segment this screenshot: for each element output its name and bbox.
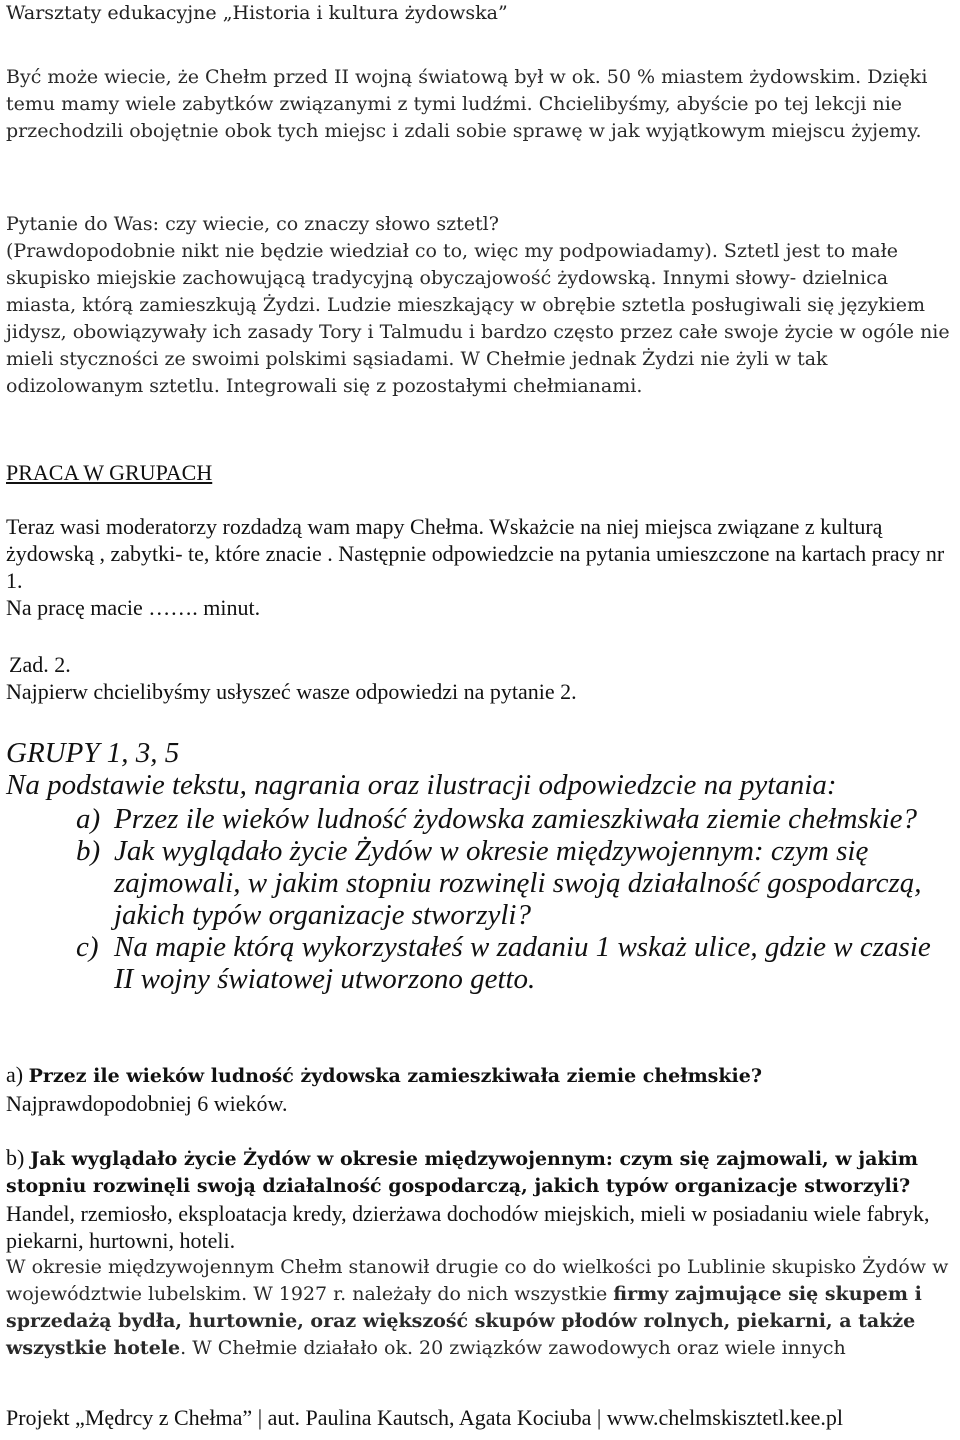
answer-b-label: b) (6, 1145, 25, 1170)
question-text: Przez ile wieków ludność żydowska zamieszkiwała ziemie chełmskie? (114, 803, 918, 835)
page-header: Warsztaty edukacyjne „Historia i kultura żydowska” (6, 2, 508, 24)
intro-paragraph: Być może wiecie, że Chełm przed II wojną światową był w ok. 50 % miastem żydowskim. Dzięki temu mamy wiele zabytków związanymi z tymi ludźmi. Chcielibyśmy, abyście po tej lekcji nie przechodzili obojętnie obok tych miejsc i zdali sobie sprawę w jak wyjątkowym miejscu żyjemy. (6, 66, 928, 142)
answer-a (6, 1061, 954, 1117)
list-item (76, 931, 936, 995)
question-paragraph (6, 211, 954, 400)
question-label: b) (76, 835, 101, 867)
question-text: Na mapie którą wykorzystałeś w zadaniu 1 wskaż ulice, gdzie w czasie II wojny światowej utworzono getto. (114, 931, 931, 995)
list-item (76, 803, 936, 835)
groups-block (6, 737, 954, 801)
answer-a-question (6, 1061, 954, 1090)
groups-title: GRUPY 1, 3, 5 (6, 737, 180, 769)
answer-b-extra-1: W okresie międzywojennym Chełm stanowił drugie co do wielkości po Lublinie skupisko Żydów w województwie lubelskim. W 1927 r. należały do nich wszystkie (6, 1256, 949, 1305)
question-label: c) (76, 931, 99, 963)
task2-intro: Najpierw chcielibyśmy usłyszeć wasze odpowiedzi na pytanie 2. (6, 679, 577, 704)
answer-a-text: Najprawdopodobniej 6 wieków. (6, 1091, 288, 1116)
question-line: Pytanie do Was: czy wiecie, co znaczy słowo sztetl? (6, 213, 499, 235)
time-text: Na pracę macie ……. minut. (6, 595, 261, 620)
answer-b-question (6, 1144, 954, 1200)
question-text: Jak wyglądało życie Żydów w okresie międzywojennym: czym się zajmowali, w jakim stopniu rozwinęli swoją działalność gospodarczą, jakich typów organizacje stworzyli? (114, 835, 922, 931)
sztetl-explanation: (Prawdopodobnie nikt nie będzie wiedział co to, więc my podpowiadamy). Sztetl jest to małe skupisko miejskie zachowującą tradycyjną obyczajowość żydowską. Innymi słowy- dzielnica miasta, którą zamieszkują Żydzi. Ludzie mieszkający w obrębie sztetla posługiwali się językiem jidysz, obowiązywały ich zasady Tory i Talmudu i bardzo często przez całe swoje życie w ogóle nie mieli styczności ze swoimi polskimi sąsiadami. W Chełmie jednak Żydzi nie żyli w tak odizolowanym sztetlu. Integrowali się z pozostałymi chełmianami. (6, 240, 950, 397)
groups-instruction: Na podstawie tekstu, nagrania oraz ilustracji odpowiedzcie na pytania: (6, 769, 837, 801)
instructions-text: Teraz wasi moderatorzy rozdadzą wam mapy Chełma. Wskażcie na niej miejsca związane z kulturą żydowską , zabytki- te, które znacie . Następnie odpowiedzcie na pytania umieszczone na kartach pracy nr 1. (6, 514, 945, 593)
answer-b-extra-2: . W Chełmie działało ok. 20 związków zawodowych oraz wiele innych (180, 1337, 846, 1359)
answer-a-label: a) (6, 1062, 24, 1087)
task2 (6, 651, 954, 705)
answer-b-question-text: Jak wyglądało życie Żydów w okresie międzywojennym: czym się zajmowali, w jakim stopniu rozwinęli swoją działalność gospodarczą, jakich typów organizacje stworzyli? (6, 1148, 918, 1197)
answer-b-text: Handel, rzemiosło, eksploatacja kredy, dzierżawa dochodów miejskich, mieli w posiadaniu wiele fabryk, piekarni, hurtowni, hoteli. (6, 1201, 930, 1253)
answer-b-extra-bold: firmy zajmujące się skupem i sprzedażą bydła, hurtownie, oraz większość skupów płodów rolnych, piekarni, a także wszystkie hotele (6, 1283, 922, 1359)
answer-a-question-text: Przez ile wieków ludność żydowska zamieszkiwała ziemie chełmskie? (28, 1065, 762, 1087)
question-list (76, 803, 936, 995)
group-work-instructions (6, 513, 954, 621)
question-label: a) (76, 803, 101, 835)
task2-label: Zad. 2. (9, 652, 71, 677)
group-work-heading: PRACA W GRUPACH (6, 460, 213, 485)
answer-b (6, 1144, 954, 1362)
list-item (76, 835, 936, 931)
answer-b-extra (6, 1254, 954, 1362)
page-footer: Projekt „Mędrcy z Chełma” | aut. Paulina Kautsch, Agata Kociuba | www.chelmskisztetl.kee.pl (6, 1405, 844, 1430)
